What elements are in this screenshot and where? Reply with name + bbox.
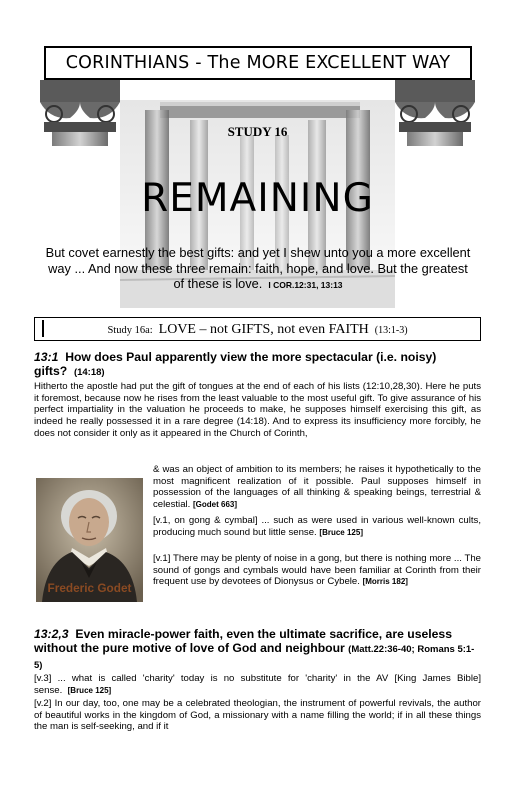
paragraph-morris-gong-text: [v.1] There may be plenty of noise in a gong, but there is nothing more ... The sound of gongs and cymbals would have been familiar at Corinth from their frequent use by devotees of Dionysus or Cybele. bbox=[153, 553, 481, 588]
question-1-verse: 13:1 bbox=[34, 350, 59, 364]
citation-bruce-1: [Bruce 125] bbox=[319, 527, 363, 537]
paragraph-bruce-charity bbox=[34, 673, 481, 696]
section-header bbox=[34, 317, 481, 341]
epigraph-reference: I COR.12:31, 13:13 bbox=[268, 280, 343, 290]
study-number: STUDY 16 bbox=[227, 124, 288, 139]
paragraph-bruce-gong-text: [v.1, on gong & cymbal] ... such as were used in various well-known cults, producing much sound but little sense. bbox=[153, 515, 481, 538]
paragraph-theologian: [v.2] In our day, too, one may be a celebrated theologian, the instrument of powerful revivals, the author of beautiful works in the kingdom of God, a missionary with a name filling the world; if in all these things the man is self-seeking, and if it bbox=[34, 698, 481, 733]
epigraph-text: But covet earnestly the best gifts: and yet I shew unto you a more excellent way ... And now these three remain: faith, hope, and love. But the greatest of these is love. bbox=[45, 245, 471, 291]
citation-bruce-2: [Bruce 125] bbox=[67, 685, 112, 695]
paragraph-bruce-gong bbox=[153, 515, 481, 538]
paragraph-godet-intro: Hitherto the apostle had put the gift of tongues at the end of each of his lists (12:10,28,30). Here he puts it foremost, because now he rises from the least valuable to the most useful gift. To give assurance of his perfect impartiality in the valuation he proceeds to make, he supposes himself exercising this gift, as indeed he really possessed it in a rare degree (14:18). And to express its insufficiency more forcibly, he does not consider it only as it appeared in the Church of Corinth, bbox=[34, 381, 481, 439]
paragraph-godet-cont bbox=[153, 464, 481, 511]
question-1 bbox=[34, 350, 481, 380]
question-2-text: Even miracle-power faith, even the ultimate sacrifice, are useless without the pure motive of love of God and neighbour bbox=[34, 627, 452, 655]
epigraph bbox=[42, 245, 474, 294]
section-label: Study 16a: bbox=[107, 325, 153, 336]
paragraph-godet-cont-text: & was an object of ambition to its members; he raises it hypothetically to the most magnificent realization of it possible. Paul supposes himself in possession of the languages of all thinking & speaking beings, terrestrial & celestial. bbox=[153, 464, 481, 511]
paragraph-morris-gong bbox=[153, 553, 481, 588]
question-1-text: How does Paul apparently view the more spectacular (i.e. noisy) gifts? bbox=[34, 350, 437, 378]
question-1-ref: (14:18) bbox=[73, 367, 105, 378]
section-verses: (13:1-3) bbox=[374, 325, 408, 336]
question-2-verse: 13:2,3 bbox=[34, 627, 69, 641]
page-title: REMAINING bbox=[141, 176, 374, 221]
series-banner: CORINTHIANS - The MORE EXCELLENT WAY bbox=[44, 46, 472, 80]
citation-morris: [Morris 182] bbox=[362, 577, 408, 587]
portrait-caption: Frederic Godet bbox=[47, 581, 132, 595]
question-2-ref: (Matt.22:36-40; Romans 5:1-5) bbox=[34, 644, 475, 671]
section-title: LOVE – not GIFTS, not even FAITH bbox=[158, 322, 369, 337]
paragraph-bruce-charity-text: [v.3] ... what is called 'charity' today is no substitute for 'charity' in the AV [King James Bible] sense. bbox=[34, 673, 481, 696]
question-2 bbox=[34, 627, 481, 673]
citation-godet: [Godet 663] bbox=[193, 500, 238, 510]
